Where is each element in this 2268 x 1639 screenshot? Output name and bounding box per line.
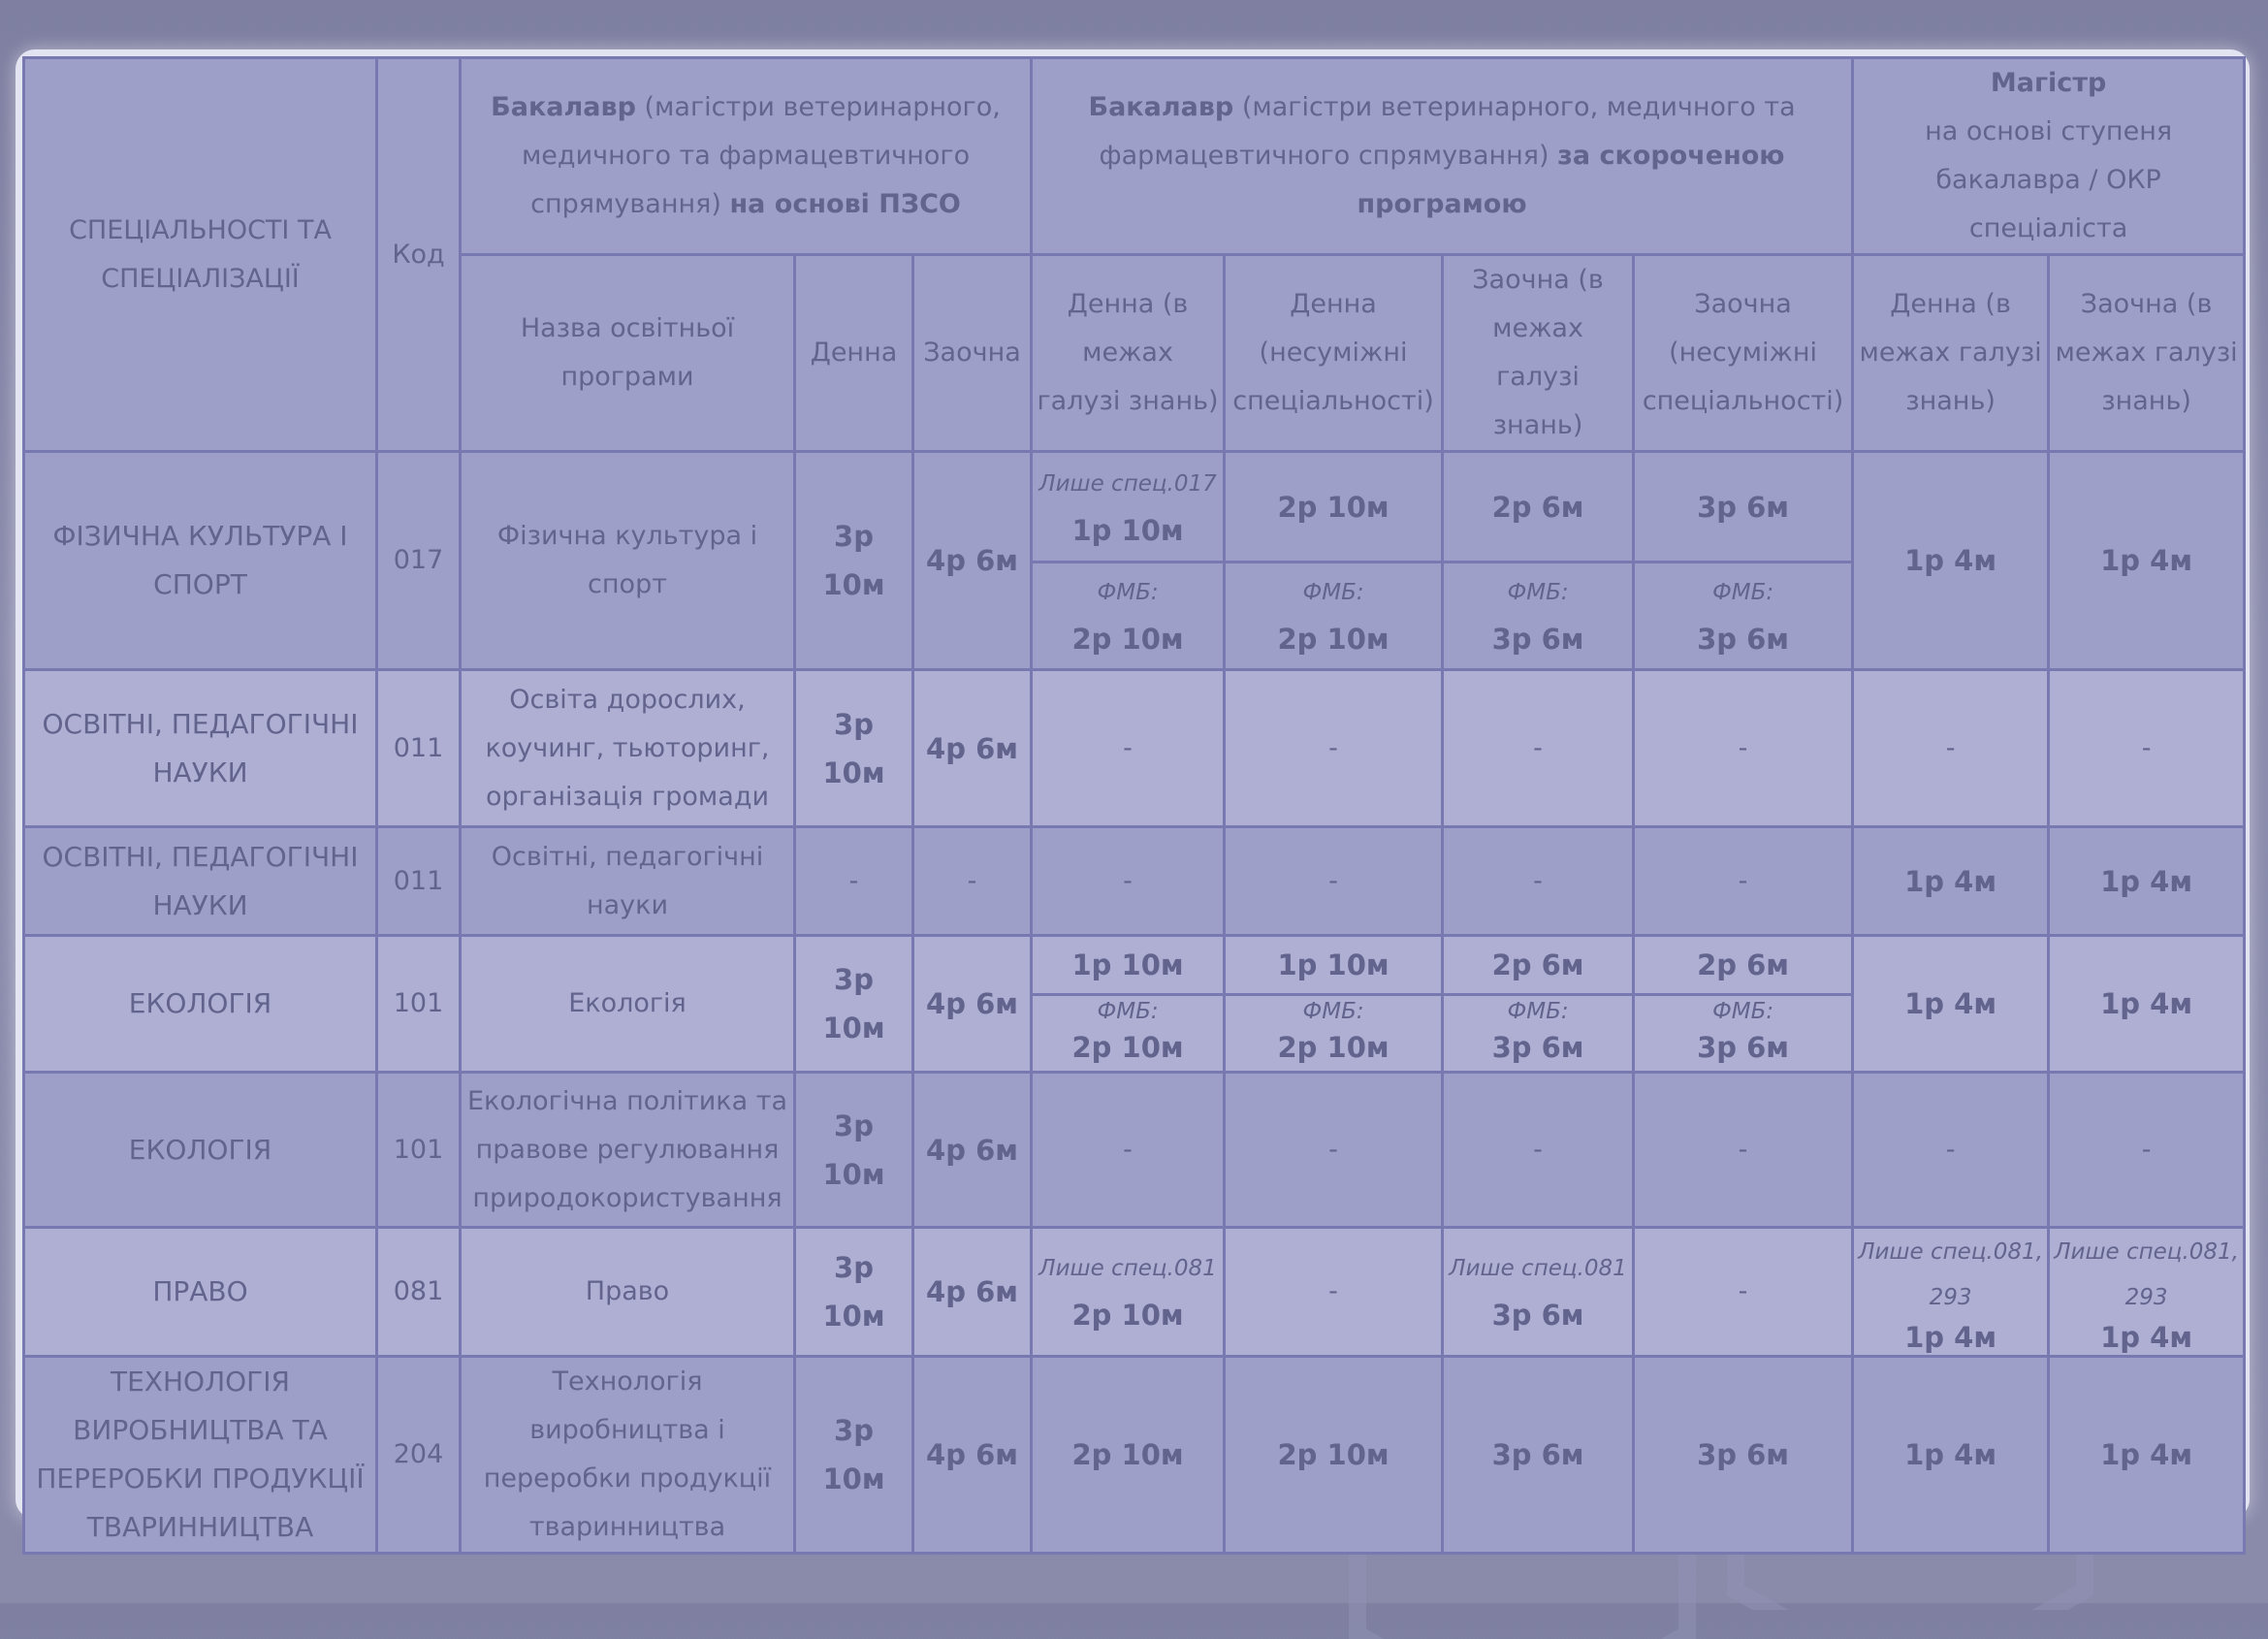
cell-master-extramural: 1р 4м	[2049, 452, 2245, 670]
cell-day: 3р 10м	[795, 1073, 913, 1228]
cell-specialty: ОСВІТНІ, ПЕДАГОГІЧНІ НАУКИ	[24, 670, 377, 827]
cell-program: Технологія виробництва і переробки продукції тваринництва	[461, 1357, 795, 1554]
cell-specialty: ТЕХНОЛОГІЯ ВИРОБНИЦТВА ТА ПЕРЕРОБКИ ПРОДУКЦІЇ ТВАРИННИЦТВА	[24, 1357, 377, 1554]
cell-extramural-nonadjacent: 3р 6м	[1634, 1357, 1853, 1554]
cell-day-field: -	[1032, 1073, 1225, 1228]
cell-day-field: -	[1032, 670, 1225, 827]
cell-day: 3р 10м	[795, 1228, 913, 1357]
cell-day: 3р 10м	[795, 936, 913, 1073]
cell-extramural-nonadjacent: -	[1634, 670, 1853, 827]
header-extramural: Заочна	[913, 255, 1032, 452]
cell-extramural-field: -	[1443, 670, 1634, 827]
cell-master-extramural: -	[2049, 670, 2245, 827]
cell-day-field: -	[1032, 827, 1225, 936]
cell-day: 3р 10м	[795, 452, 913, 670]
cell-extramural: 4р 6м	[913, 670, 1032, 827]
cell-master-extramural: -	[2049, 1073, 2245, 1228]
cell-master-day: 1р 4м	[1853, 452, 2049, 670]
header-extramural-nonadjacent: Заочна (несуміжні спеціальності)	[1634, 255, 1853, 452]
cell-specialty: ПРАВО	[24, 1228, 377, 1357]
cell-day-field: 2р 10м	[1032, 1357, 1225, 1554]
cell-extramural-nonadjacent: -	[1634, 1228, 1853, 1357]
programs-table	[22, 56, 2246, 1555]
cell-extramural: 4р 6м	[913, 1228, 1032, 1357]
cell-master-day: Лише спец.081, 293 1р 4м	[1853, 1228, 2049, 1357]
cell-day-field: Лише спец.081 2р 10м	[1032, 1228, 1225, 1357]
cell-program: Екологія	[461, 936, 795, 1073]
cell-day-nonadjacent: -	[1225, 1228, 1443, 1357]
cell-extramural-field: 3р 6м	[1443, 1357, 1634, 1554]
cell-extramural-nonadjacent: 3р 6м ФМБ: 3р 6м	[1634, 452, 1853, 670]
cell-day-nonadjacent: 2р 10м	[1225, 1357, 1443, 1554]
cell-specialty: ФІЗИЧНА КУЛЬТУРА І СПОРТ	[24, 452, 377, 670]
cell-extramural: -	[913, 827, 1032, 936]
cell-master-day: 1р 4м	[1853, 827, 2049, 936]
cell-specialty: ЕКОЛОГІЯ	[24, 1073, 377, 1228]
cell-master-extramural: Лише спец.081, 293 1р 4м	[2049, 1228, 2245, 1357]
cell-extramural-field: 2р 6м ФМБ: 3р 6м	[1443, 936, 1634, 1073]
cell-day-nonadjacent: 1р 10м ФМБ: 2р 10м	[1225, 936, 1443, 1073]
table-row	[24, 827, 2245, 936]
header-bachelor-shortened: Бакалавр (магістри ветеринарного, медичного та фармацевтичного спрямування) за скороченою програмою	[1032, 58, 1853, 255]
cell-day: 3р 10м	[795, 1357, 913, 1554]
cell-master-day: 1р 4м	[1853, 1357, 2049, 1554]
header-specialties: СПЕЦІАЛЬНОСТІ ТА СПЕЦІАЛІЗАЦІЇ	[24, 58, 377, 452]
cell-extramural: 4р 6м	[913, 936, 1032, 1073]
header-program-name: Назва освітньої програми	[461, 255, 795, 452]
cell-extramural-nonadjacent: 2р 6м ФМБ: 3р 6м	[1634, 936, 1853, 1073]
cell-extramural-nonadjacent: -	[1634, 827, 1853, 936]
table-row	[24, 452, 2245, 670]
cell-master-extramural: 1р 4м	[2049, 827, 2245, 936]
cell-code: 011	[377, 670, 461, 827]
cell-extramural: 4р 6м	[913, 1357, 1032, 1554]
table-row	[24, 1357, 2245, 1554]
header-code: Код	[377, 58, 461, 452]
cell-specialty: ОСВІТНІ, ПЕДАГОГІЧНІ НАУКИ	[24, 827, 377, 936]
cell-extramural-nonadjacent: -	[1634, 1073, 1853, 1228]
cell-master-extramural: 1р 4м	[2049, 1357, 2245, 1554]
cell-code: 081	[377, 1228, 461, 1357]
cell-specialty: ЕКОЛОГІЯ	[24, 936, 377, 1073]
cell-extramural-field: 2р 6м ФМБ: 3р 6м	[1443, 452, 1634, 670]
cell-code: 204	[377, 1357, 461, 1554]
cell-day-field: 1р 10м ФМБ: 2р 10м	[1032, 936, 1225, 1073]
header-day-field: Денна (в межах галузі знань)	[1032, 255, 1225, 452]
cell-program: Освіта дорослих, коучинг, тьюторинг, організація громади	[461, 670, 795, 827]
header-day: Денна	[795, 255, 913, 452]
cell-day-nonadjacent: -	[1225, 1073, 1443, 1228]
cell-day-nonadjacent: 2р 10м ФМБ: 2р 10м	[1225, 452, 1443, 670]
cell-program: Право	[461, 1228, 795, 1357]
cell-master-day: -	[1853, 1073, 2049, 1228]
cell-extramural-field: -	[1443, 827, 1634, 936]
header-extramural-field: Заочна (в межах галузі знань)	[1443, 255, 1634, 452]
cell-day-field: Лише спец.017 1р 10м ФМБ: 2р 10м	[1032, 452, 1225, 670]
cell-extramural-field: -	[1443, 1073, 1634, 1228]
cell-extramural: 4р 6м	[913, 452, 1032, 670]
programs-table-card	[16, 49, 2250, 1543]
cell-day-nonadjacent: -	[1225, 827, 1443, 936]
table-row	[24, 936, 2245, 1073]
cell-program: Фізична культура і спорт	[461, 452, 795, 670]
header-bachelor-standard: Бакалавр (магістри ветеринарного, медичного та фармацевтичного спрямування) на основі ПЗСО	[461, 58, 1032, 255]
cell-code: 101	[377, 936, 461, 1073]
cell-day: 3р 10м	[795, 670, 913, 827]
cell-program: Освітні, педагогічні науки	[461, 827, 795, 936]
header-master: Магістр на основі ступеня бакалавра / ОКР спеціаліста	[1853, 58, 2245, 255]
cell-code: 101	[377, 1073, 461, 1228]
cell-code: 017	[377, 452, 461, 670]
header-master-extramural: Заочна (в межах галузі знань)	[2049, 255, 2245, 452]
cell-master-extramural: 1р 4м	[2049, 936, 2245, 1073]
table-row	[24, 1228, 2245, 1357]
cell-program: Екологічна політика та правове регулювання природокористування	[461, 1073, 795, 1228]
cell-extramural: 4р 6м	[913, 1073, 1032, 1228]
table-row	[24, 1073, 2245, 1228]
cell-master-day: 1р 4м	[1853, 936, 2049, 1073]
table-row	[24, 670, 2245, 827]
header-master-day: Денна (в межах галузі знань)	[1853, 255, 2049, 452]
cell-extramural-field: Лише спец.081 3р 6м	[1443, 1228, 1634, 1357]
cell-code: 011	[377, 827, 461, 936]
cell-master-day: -	[1853, 670, 2049, 827]
cell-day: -	[795, 827, 913, 936]
header-day-nonadjacent: Денна (несуміжні спеціальності)	[1225, 255, 1443, 452]
cell-day-nonadjacent: -	[1225, 670, 1443, 827]
